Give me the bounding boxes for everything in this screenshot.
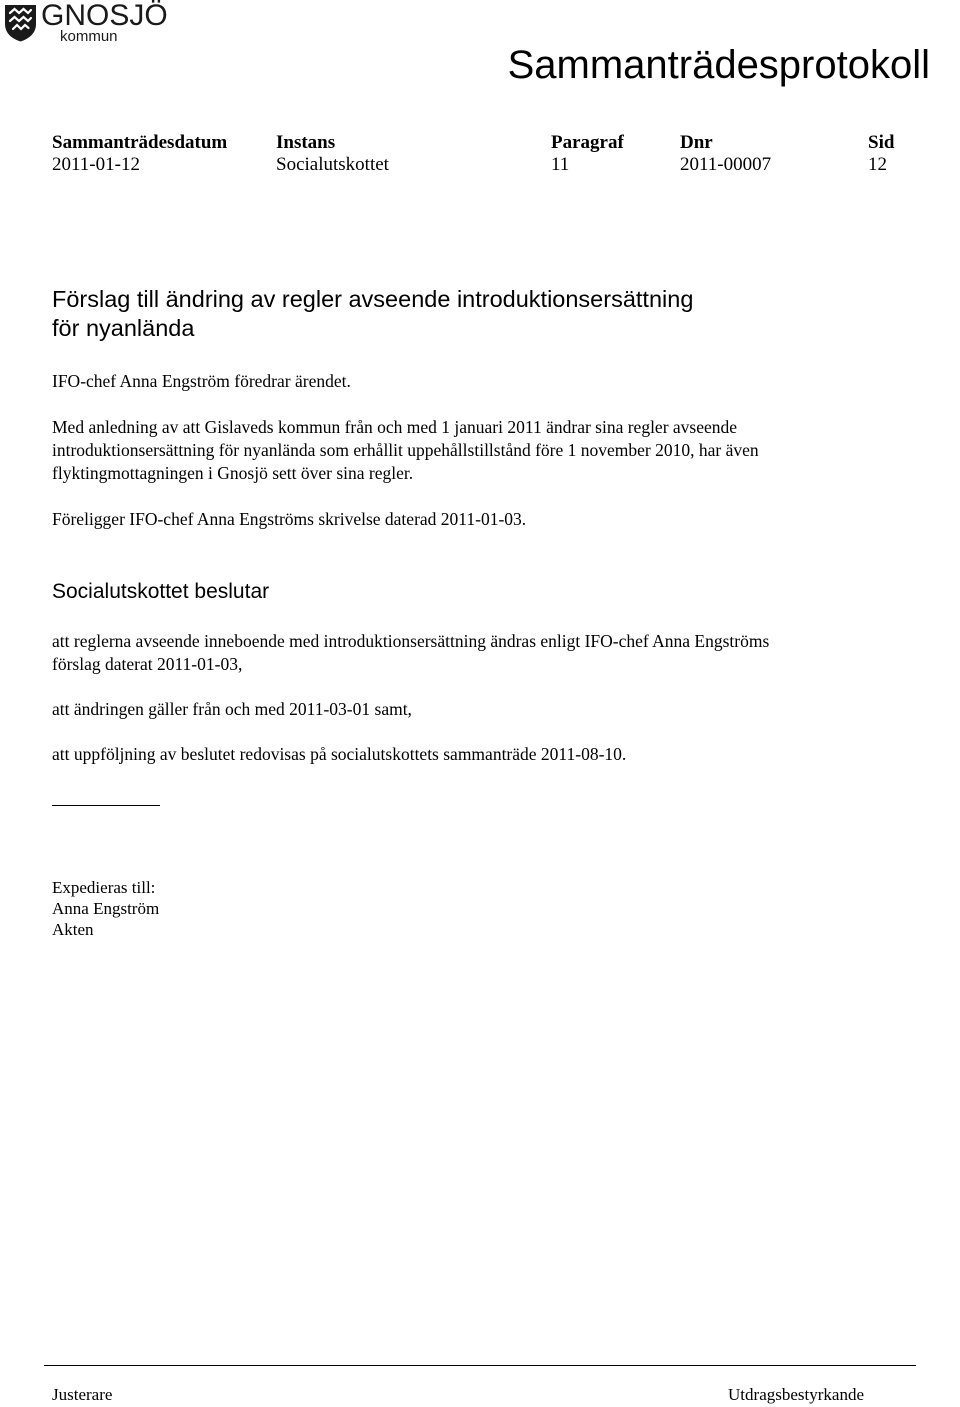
- decision-item-1: [52, 630, 769, 676]
- paragraph-line: introduktionsersättning för nyanlända som erhållit uppehållstillstånd före 1 november 2010, har även: [52, 440, 759, 460]
- instance-label: Instans: [276, 132, 336, 153]
- item-heading: [52, 285, 693, 343]
- paragraph-line: Med anledning av att Gislaveds kommun från och med 1 januari 2011 ändrar sina regler avseende: [52, 417, 738, 437]
- instance-value: Socialutskottet: [276, 154, 389, 175]
- document-title: Sammanträdesprotokoll: [507, 43, 930, 87]
- decision-line: att reglerna avseende inneboende med introduktionsersättning ändras enligt IFO-chef Anna Engströms: [52, 631, 770, 651]
- page-value: 12: [868, 154, 887, 175]
- paragraph-value: 11: [551, 154, 570, 175]
- decision-heading: Socialutskottet beslutar: [52, 580, 270, 603]
- distribution-recipient: Anna Engström: [52, 899, 160, 918]
- coat-of-arms-icon: [4, 4, 37, 42]
- background-paragraph: [52, 416, 759, 485]
- meeting-date-label: Sammanträdesdatum: [52, 132, 228, 153]
- logo-wordmark: GNOSJÖ: [41, 0, 168, 32]
- page-label: Sid: [868, 132, 895, 153]
- distribution-label: Expedieras till:: [52, 878, 156, 897]
- municipality-logo: [4, 0, 168, 45]
- decision-item-2: att ändringen gäller från och med 2011-03-01 samt,: [52, 699, 412, 719]
- paragraph-label: Paragraf: [551, 132, 624, 153]
- registry-number-value: 2011-00007: [680, 154, 772, 175]
- meeting-date-value: 2011-01-12: [52, 154, 140, 175]
- meeting-metadata: [0, 132, 960, 182]
- footer-adjuster-label: Justerare: [52, 1385, 113, 1404]
- footer-divider: [44, 1365, 916, 1366]
- distribution-list: [52, 877, 159, 940]
- item-heading-line-2: för nyanlända: [52, 315, 195, 341]
- separator-rule: [52, 805, 160, 806]
- registry-number-label: Dnr: [680, 132, 713, 153]
- decision-line: förslag daterat 2011-01-03,: [52, 654, 243, 674]
- document-reference: Föreligger IFO-chef Anna Engströms skrivelse daterad 2011-01-03.: [52, 509, 527, 529]
- item-heading-line-1: Förslag till ändring av regler avseende introduktionsersättning: [52, 286, 694, 312]
- footer-certification-label: Utdragsbestyrkande: [728, 1385, 864, 1404]
- distribution-recipient: Akten: [52, 920, 94, 939]
- presenter-note: IFO-chef Anna Engström föredrar ärendet.: [52, 371, 351, 391]
- logo-subtitle: kommun: [60, 28, 118, 45]
- decision-item-3: att uppföljning av beslutet redovisas på socialutskottets sammanträde 2011-08-10.: [52, 744, 627, 764]
- paragraph-line: flyktingmottagningen i Gnosjö sett över sina regler.: [52, 463, 414, 483]
